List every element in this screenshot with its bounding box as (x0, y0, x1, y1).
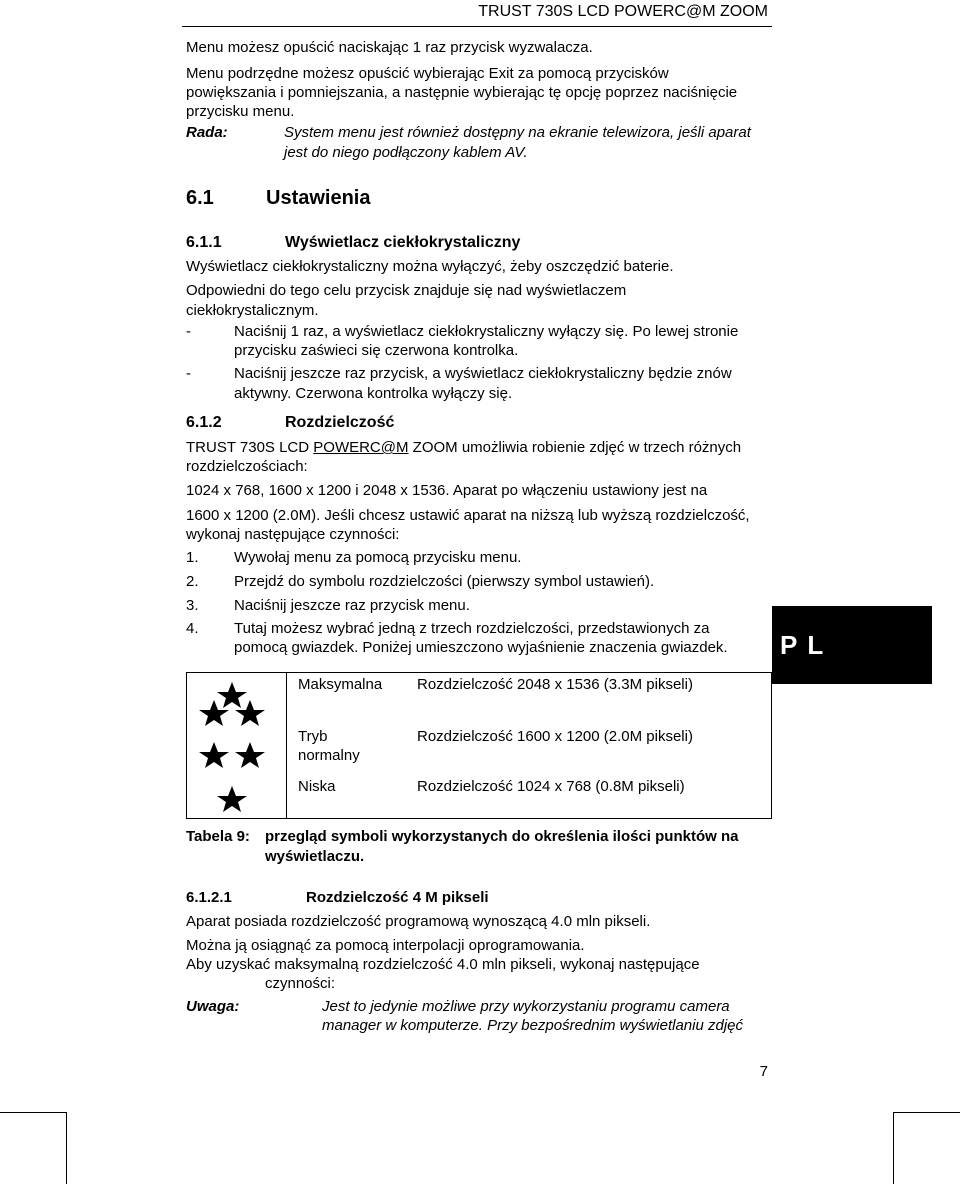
4m-paragraph-3-line-1: Aby uzyskać maksymalną rozdzielczość 4.0 mln pikseli, wykonaj następujące (186, 956, 700, 973)
note-line-2: manager w komputerze. Przy bezpośrednim wyświetlaniu zdjęć (322, 1017, 744, 1034)
intro-paragraph-2-line-2: powiększania i pomniejszania, a następnie wybierając tę opcję poprzez naciśnięcie (186, 84, 738, 101)
section-6-1-2-title: Rozdzielczość (285, 414, 395, 431)
step-4-number: 4. (186, 620, 199, 637)
step-4-line-2: pomocą gwiazdek. Poniżej umieszczono wyjaśnienie znaczenia gwiazdek. (234, 639, 728, 656)
section-6-1-1-number: 6.1.1 (186, 234, 222, 251)
intro-paragraph-2-line-1: Menu podrzędne możesz opuścić wybierając Exit za pomocą przycisków (186, 65, 669, 82)
crop-mark (66, 1112, 67, 1184)
step-3-number: 3. (186, 597, 199, 614)
section-6-1-title: Ustawienia (266, 187, 371, 209)
star-shape (217, 682, 247, 708)
4m-paragraph-1: Aparat posiada rozdzielczość programową wynoszącą 4.0 mln pikseli. (186, 913, 651, 930)
lcd-bullet-2-line-1: Naciśnij jeszcze raz przycisk, a wyświetlacz ciekłokrystaliczny będzie znów (234, 365, 732, 382)
row-1-mode: Maksymalna (298, 676, 383, 693)
running-header: TRUST 730S LCD POWERC@M ZOOM (478, 3, 768, 20)
4m-paragraph-2: Można ją osiągnąć za pomocą interpolacji oprogramowania. (186, 937, 585, 954)
star-shape (217, 786, 247, 812)
step-1-number: 1. (186, 549, 199, 566)
lcd-bullet-2-line-2: aktywny. Czerwona kontrolka wyłączy się. (234, 385, 513, 402)
crop-mark (0, 1112, 66, 1113)
resolution-p1-underlined: POWERC@M (313, 439, 409, 456)
resolution-paragraph-3-line-2: wykonaj następujące czynności: (186, 526, 400, 543)
step-1-text: Wywołaj menu za pomocą przycisku menu. (234, 549, 522, 566)
step-2-number: 2. (186, 573, 199, 590)
section-6-1-number: 6.1 (186, 187, 214, 209)
note-line-1: Jest to jedynie możliwe przy wykorzystaniu programu camera (322, 998, 730, 1015)
lcd-paragraph-2-line-1: Odpowiedni do tego celu przycisk znajduje się nad wyświetlaczem (186, 282, 627, 299)
section-6-1-2-1-title: Rozdzielczość 4 M pikseli (306, 889, 489, 906)
row-2-mode-line-1: Tryb (298, 728, 328, 745)
resolution-p1-part-b: ZOOM umożliwia robienie zdjęć w trzech różnych (408, 439, 742, 456)
table-column-divider (286, 672, 287, 819)
lcd-bullet-2-dash: - (186, 365, 191, 382)
tip-text-line-1: System menu jest również dostępny na ekranie telewizora, jeśli aparat (284, 124, 751, 141)
intro-paragraph-2-line-3: przycisku menu. (186, 103, 295, 120)
lcd-bullet-1-line-1: Naciśnij 1 raz, a wyświetlacz ciekłokrystaliczny wyłączy się. Po lewej stronie (234, 323, 739, 340)
resolution-p1-part-a: TRUST 730S LCD (186, 439, 314, 456)
lcd-paragraph-1: Wyświetlacz ciekłokrystaliczny można wyłączyć, żeby oszczędzić baterie. (186, 258, 674, 275)
lcd-bullet-1-line-2: przycisku zaświeci się czerwona kontrolka. (234, 342, 519, 359)
4m-paragraph-3-line-2: czynności: (265, 975, 336, 992)
table-caption-label: Tabela 9: (186, 828, 250, 845)
language-side-tab: PL (772, 606, 932, 684)
tip-text-line-2: jest do niego podłączony kablem AV. (284, 144, 528, 161)
star-shape (199, 742, 229, 768)
row-2-mode-line-2: normalny (298, 747, 360, 764)
tip-label: Rada: (186, 124, 228, 141)
star-1-icon (212, 784, 252, 814)
step-4-line-1: Tutaj możesz wybrać jedną z trzech rozdzielczości, przedstawionych za (234, 620, 710, 637)
row-3-mode: Niska (298, 778, 336, 795)
section-6-1-2-number: 6.1.2 (186, 414, 222, 431)
lcd-bullet-1-dash: - (186, 323, 191, 340)
resolution-paragraph-1-line-1 (186, 438, 772, 458)
star-shape (235, 742, 265, 768)
section-6-1-1-title: Wyświetlacz ciekłokrystaliczny (285, 234, 521, 251)
section-6-1-2-1-number: 6.1.2.1 (186, 889, 232, 906)
header-rule (182, 26, 772, 27)
crop-mark (893, 1112, 960, 1113)
step-2-text: Przejdź do symbolu rozdzielczości (pierwszy symbol ustawień). (234, 573, 655, 590)
row-1-description: Rozdzielczość 2048 x 1536 (3.3M pikseli) (417, 676, 693, 693)
lcd-paragraph-2-line-2: ciekłokrystalicznym. (186, 302, 319, 319)
table-caption-line-2: wyświetlaczu. (265, 848, 365, 865)
row-2-description: Rozdzielczość 1600 x 1200 (2.0M pikseli) (417, 728, 693, 745)
intro-paragraph-1: Menu możesz opuścić naciskając 1 raz przycisk wyzwalacza. (186, 39, 593, 56)
crop-mark (893, 1112, 894, 1184)
resolution-paragraph-2: 1024 x 768, 1600 x 1200 i 2048 x 1536. Aparat po włączeniu ustawiony jest na (186, 482, 708, 499)
note-label: Uwaga: (186, 998, 240, 1015)
resolution-paragraph-3-line-1: 1600 x 1200 (2.0M). Jeśli chcesz ustawić aparat na niższą lub wyższą rozdzielczość, (186, 507, 750, 524)
table-caption-line-1: przegląd symboli wykorzystanych do określenia ilości punktów na (265, 828, 739, 845)
row-3-description: Rozdzielczość 1024 x 768 (0.8M pikseli) (417, 778, 685, 795)
star-3-icon (194, 680, 274, 728)
resolution-paragraph-1-line-2: rozdzielczościach: (186, 458, 308, 475)
page-number: 7 (759, 1063, 768, 1080)
step-3-text: Naciśnij jeszcze raz przycisk menu. (234, 597, 470, 614)
star-2-icon (196, 740, 272, 770)
